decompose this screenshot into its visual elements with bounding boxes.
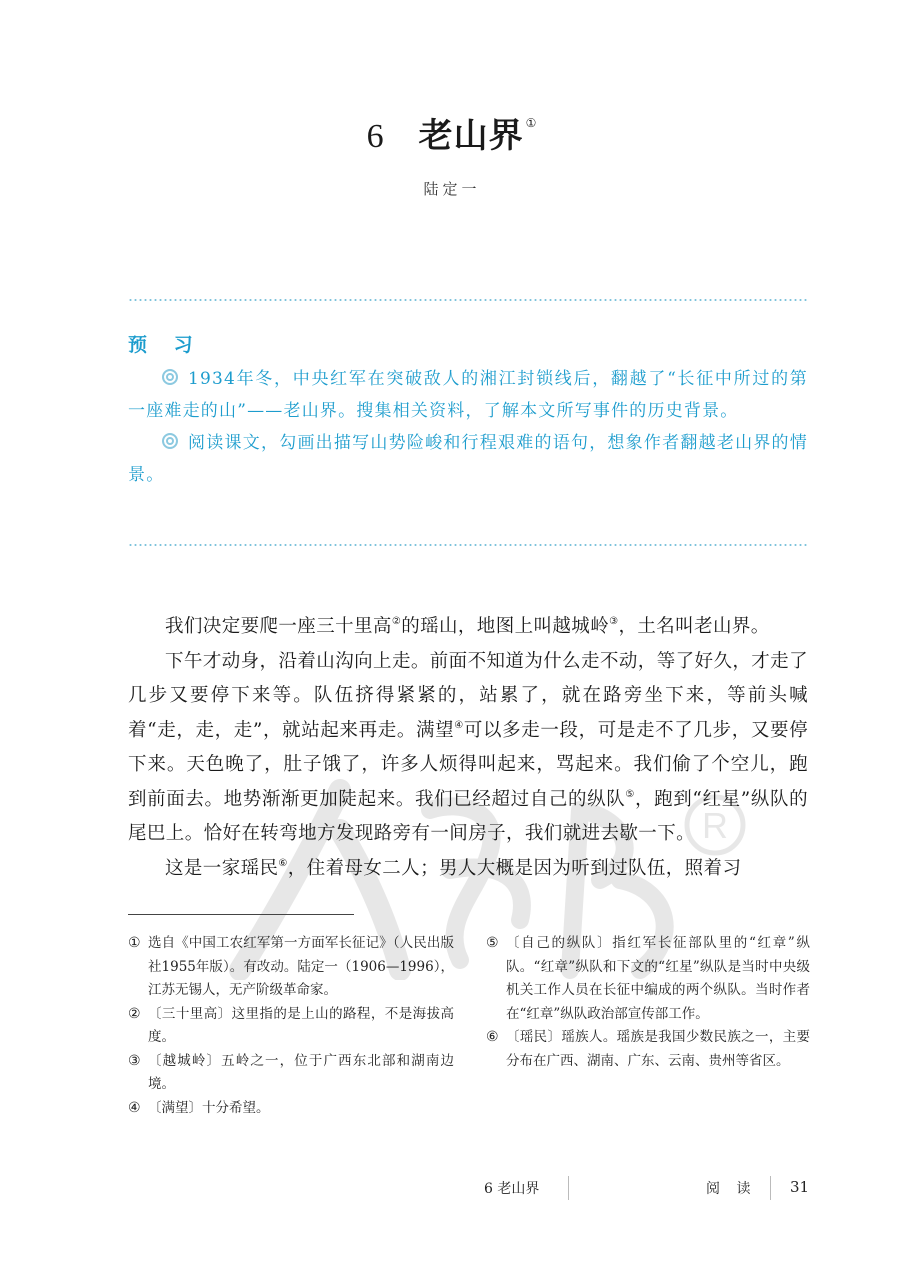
footnote-ref[interactable]: ③ [609,616,619,627]
footnote-item: ③ 〔越城岭〕五岭之一，位于广西东北部和湖南边境。 [128,1052,454,1092]
footnote-item: ① 选自《中国工农红军第一方面军长征记》（人民出版社1955年版）。有改动。陆定一（1906—1996），江苏无锡人，无产阶级革命家。 [128,935,454,998]
footnote-divider [128,914,354,915]
preview-bottom-divider [128,544,808,546]
footnotes-left-column [128,932,454,1120]
footnotes-right-column [486,932,810,1073]
title-footnote-marker[interactable]: ① [525,116,538,130]
body-paragraph: 我们决定要爬一座三十里高②的瑶山，地图上叫越城岭③，土名叫老山界。 [165,616,770,637]
preview-item: 1934年冬，中央红军在突破敌人的湘江封锁线后，翻越了“长征中所过的第一座难走的山”——老山界。搜集相关资料，了解本文所写事件的历史背景。 [128,369,808,421]
lesson-title-text: 老山界 [418,116,524,156]
bullet-ring-icon [162,433,178,449]
body-paragraph: 这是一家瑶民⑥，住着母女二人；男人大概是因为听到过队伍，照着习 [165,857,742,879]
lesson-number: 6 [366,118,385,155]
preview-section [128,330,808,491]
body-paragraph: 下午才动身，沿着山沟向上走。前面不知道为什么走不动，等了好久，才走了几步又要停下来等。队伍挤得紧紧的，站累了，就在路旁坐下来，等前头喊着“走，走，走”，就站起来再走。满望④可以多走一段，可是走不了几步，又要停下来。天色晚了，肚子饿了，许多人烦得叫起来，骂起来。我们偷了个空儿，跑到前面去。地势渐渐更加陡起来。我们已经超过自己的纵队⑤，跑到“红星”纵队的尾巴上。恰好在转弯地方发现路旁有一间房子，我们就进去歇一下。 [128,650,809,844]
footer-section-label: 阅 读 [706,1181,757,1197]
author-name: 陆定一 [423,180,481,198]
lesson-title [0,108,904,157]
bullet-ring-icon [162,369,178,385]
footnote-item: ⑥ 〔瑶民〕瑶族人。瑶族是我国少数民族之一，主要分布在广西、湖南、广东、云南、贵州等省区。 [486,1029,810,1069]
lesson-body [128,610,808,886]
footer-lesson-label: 6 老山界 [484,1181,540,1197]
preview-item: 阅读课文，勾画出描写山势险峻和行程艰难的语句，想象作者翻越老山界的情景。 [128,433,808,485]
footnote-item: ② 〔三十里高〕这里指的是上山的路程，不是海拔高度。 [128,1005,454,1045]
page-number: 31 [790,1178,810,1196]
footnote-item: ⑤ 〔自己的纵队〕指红军长征部队里的“红章”纵队。“红章”纵队和下文的“红星”纵队是当时中央级机关工作人员在长征中编成的两个纵队。当时作者在“红章”纵队政治部宣传部工作。 [486,935,810,1022]
footnote-item: ④ 〔满望〕十分希望。 [128,1099,270,1116]
svg-text:R: R [702,805,728,846]
preview-heading: 预 习 [128,334,203,356]
footnote-ref[interactable]: ⑥ [278,857,288,869]
footnote-ref[interactable]: ⑤ [625,788,636,800]
footnote-ref[interactable]: ② [391,616,402,627]
preview-top-divider [128,299,808,301]
footnote-ref[interactable]: ④ [454,719,464,731]
